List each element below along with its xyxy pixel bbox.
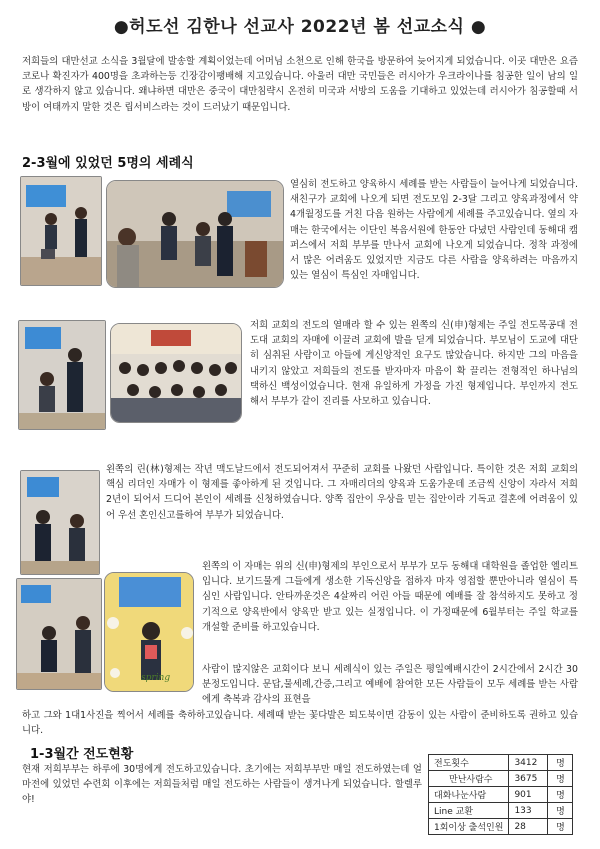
baptism-heading: 2-3월에 있었던 5명의 세례식 bbox=[22, 156, 194, 171]
baptism-photo-5 bbox=[16, 578, 102, 690]
stats-value: 28 bbox=[509, 819, 548, 835]
stats-row bbox=[429, 771, 573, 787]
stats-row bbox=[429, 755, 573, 771]
evangelism-paragraph: 현재 저희부부는 하루에 30명에게 전도하고있습니다. 초기에는 저희부부만 매일 전도하였는데 얼마전에 있었던 수련회 이후에는 저희들처럼 매일 전도하는 사람들이 생겨나게 되었습니다. 할렐루야! bbox=[22, 764, 422, 806]
stats-row bbox=[429, 787, 573, 803]
baptism-group-photo bbox=[110, 323, 242, 423]
stats-unit: 명 bbox=[548, 819, 573, 835]
baptism-paragraph-3: 왼쪽의 린(林)형제는 작년 맥도날드에서 전도되어져서 꾸준히 교회를 나왔던 사람입니다. 특이한 것은 저희 교회의 핵심 리더인 자매가 이 형제를 좋아하게 된 것입니다. 그 자매리더의 양육과 도움가운데 조금씩 신앙이 자라서 저희 2년이 되어서 드디어 본인이 세례를 신청하였습니다. 양쪽 집안이 우상을 믿는 집안이라 기독교 결혼에 어려움이 있어 우선 혼인신고를하여 부부가 되었습니다. bbox=[106, 464, 578, 521]
stats-value: 3675 bbox=[509, 771, 548, 787]
stats-label: 1회이상 출석인원 bbox=[429, 819, 509, 835]
intro-paragraph: 저희들의 대만선교 소식을 3월달에 발송할 계획이었는데 어머님 소천으로 인해 한국을 방문하여 늦어지게 되었습니다. 이곳 대만은 요즘 코로나 확진자가 400명을 초과하는등 긴장감이팽배해 지고있습니다. 아울러 대만 국민들은 러시아가 우크라이나를 침공한 일이 남의 일로 생각하지 않고 있습니다. 왜냐하면 대만은 중국이 대만침략시 온전히 미국과 서방의 도움을 기대하고 있었는데 러시아가 침공할때 서방이 여태까지 말한 것은 립서비스라는 것이 드러났기 때문입니다. bbox=[22, 56, 578, 113]
baptism-photo-2 bbox=[106, 180, 284, 288]
baptism-paragraph-1: 열심히 전도하고 양육하시 세례를 받는 사람들이 늘어나게 되었습니다. 새친구가 교회에 나오게 되면 전도모임 2-3달 그리고 양육과정에서 약 4개월정도를 거친 다음 원하는 사람에게 세례를 주고있습니다. 옆의 자매는 한국에서는 이단인 복음서원에 한동안 다녔던 사람인데 동해대 캠퍼스에서 저희 부부를 만나서 교회에 나오게 되었습니다. 정착 과정에서 많은 어려움도 있었지만 지금도 다른 사람을 양육하려는 마음까지 있는 열심이 특심인 자매입니다. bbox=[290, 179, 578, 282]
stats-unit: 명 bbox=[548, 755, 573, 771]
stats-value: 3412 bbox=[509, 755, 548, 771]
baptism-paragraph-5b: 하고 그와 1대1사진을 찍어서 세례를 축하하고있습니다. 세례때 받는 꽃다발은 퇴도북이면 감동이 있는 사람이 준비하도록 권하고 있습니다. bbox=[22, 710, 578, 737]
baptism-photo-4 bbox=[20, 470, 100, 575]
spring-caption: spring bbox=[141, 673, 171, 683]
baptism-paragraph-2: 저희 교회의 전도의 열매라 할 수 있는 왼쪽의 신(申)형제는 주일 전도목공대 전도대 교회의 자매에 이끌려 교회에 발을 딛게 되었습니다. 부모님이 도교에 대단히 심취된 사람이고 아들에 게신앙적인 요구도 많았습니다. 하지만 그의 마음을 내키지 않았고 저희들의 전도를 받자마자 마음이 확 끌리는 전형적인 하나님의 택하신 백성이었습니다. 현재 유일하게 가정을 가진 형제입니다. 부인까지 전도해서 부부가 같이 진리를 사모하고 있습니다. bbox=[250, 320, 578, 408]
stats-row bbox=[429, 819, 573, 835]
stats-value: 901 bbox=[509, 787, 548, 803]
stats-label: 만난사람수 bbox=[429, 771, 509, 787]
stats-unit: 명 bbox=[548, 771, 573, 787]
baptism-paragraph-5a: 사람이 많지않은 교회이다 보니 세례식이 있는 주일은 평일예배시간이 2시간에서 2시간 30분정도입니다. 문답,물세례,간증,그리고 예배에 참여한 모든 사람들이 모두 세례를 받는 사람에게 축복과 감사의 표현을 bbox=[202, 664, 578, 706]
stats-unit: 명 bbox=[548, 803, 573, 819]
stats-label: 대화나눈사람 bbox=[429, 787, 509, 803]
stats-row bbox=[429, 803, 573, 819]
baptism-photo-6 bbox=[104, 572, 194, 692]
stats-value: 133 bbox=[509, 803, 548, 819]
baptism-photo-1 bbox=[20, 176, 102, 286]
stats-label: 전도횟수 bbox=[429, 755, 509, 771]
evangelism-stats-table bbox=[428, 754, 573, 835]
stats-label: Line 교환 bbox=[429, 803, 509, 819]
evangelism-heading: 1-3월간 전도현황 bbox=[30, 747, 134, 762]
baptism-paragraph-4: 왼쪽의 이 자매는 위의 신(申)형제의 부인으로서 부부가 모두 동해대 대학원을 졸업한 엘리트입니다. 보기드물게 그들에게 생소한 기독신앙을 접하자 마자 영접할 뿐만아니라 열심이 특심인 사람입니다. 안타까운것은 4살짜리 어린 아들 때문에 예배를 잘 참석하지도 못하고 정기적으로 양육반에서 양육만 받고 있는 실정입니다. 이 가정때문에 6월부터는 주일 학교를 개설할 준비를 하고있습니다. bbox=[202, 561, 578, 633]
stats-unit: 명 bbox=[548, 787, 573, 803]
page-title: ●허도선 김한나 선교사 2022년 봄 선교소식 ● bbox=[113, 17, 487, 37]
baptism-photo-3 bbox=[18, 320, 106, 430]
